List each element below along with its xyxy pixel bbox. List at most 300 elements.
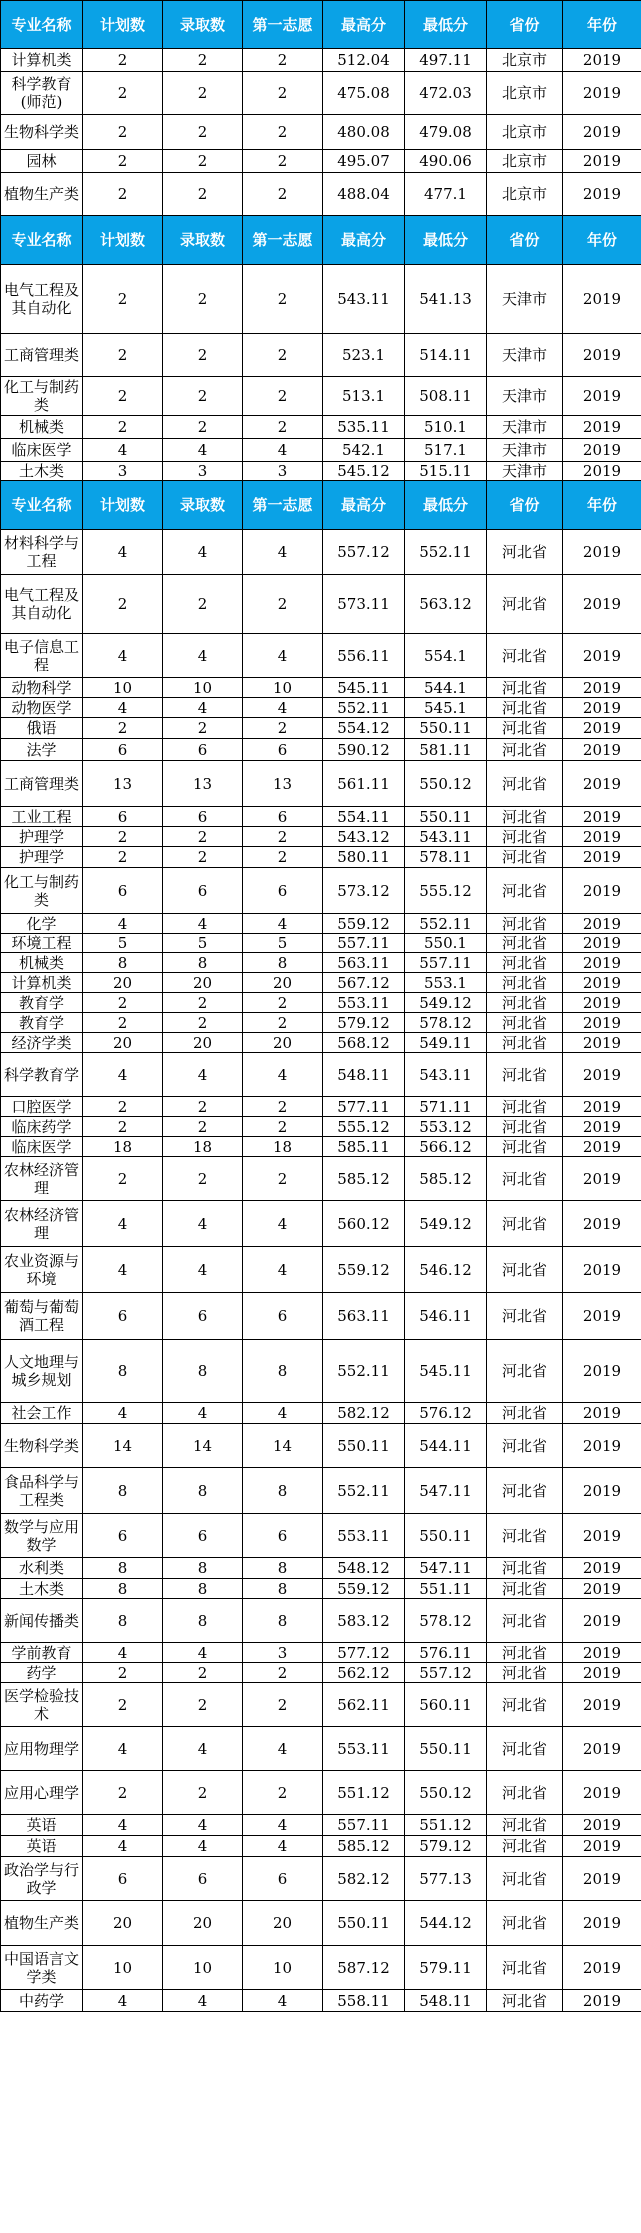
col-year-cell: 2019 bbox=[563, 1033, 641, 1053]
col-first-choice-cell: 2 bbox=[243, 1157, 323, 1201]
col-plan-cell: 2 bbox=[83, 1683, 163, 1727]
col-admitted-cell: 4 bbox=[163, 1247, 243, 1293]
col-admitted-cell: 8 bbox=[163, 1599, 243, 1643]
col-admitted-cell: 8 bbox=[163, 1558, 243, 1579]
col-province-cell: 河北省 bbox=[487, 1643, 563, 1663]
col-plan-cell: 2 bbox=[83, 1157, 163, 1201]
col-max-score-cell: 577.11 bbox=[323, 1097, 405, 1117]
col-first-choice-cell: 4 bbox=[243, 530, 323, 575]
col-year-cell: 2019 bbox=[563, 1663, 641, 1683]
col-max-score-cell: 573.12 bbox=[323, 868, 405, 914]
col-year-cell: 2019 bbox=[563, 993, 641, 1013]
col-year-cell: 2019 bbox=[563, 1340, 641, 1403]
table-row bbox=[1, 334, 641, 377]
col-first-choice-cell: 2 bbox=[243, 416, 323, 439]
col-min-score-cell: 490.06 bbox=[405, 150, 487, 173]
col-plan-cell: 8 bbox=[83, 1599, 163, 1643]
col-year-cell: 2019 bbox=[563, 973, 641, 993]
table-row bbox=[1, 953, 641, 973]
header-cell-admitted: 录取数 bbox=[163, 216, 243, 265]
header-cell-min-score: 最低分 bbox=[405, 481, 487, 530]
col-province-cell: 河北省 bbox=[487, 739, 563, 761]
col-max-score-cell: 545.12 bbox=[323, 462, 405, 481]
col-year-cell: 2019 bbox=[563, 1403, 641, 1424]
col-name-cell: 土木类 bbox=[1, 462, 83, 481]
col-province-cell: 河北省 bbox=[487, 993, 563, 1013]
col-plan-cell: 2 bbox=[83, 377, 163, 416]
col-min-score-cell: 550.11 bbox=[405, 1514, 487, 1558]
col-plan-cell: 10 bbox=[83, 1946, 163, 1990]
col-admitted-cell: 4 bbox=[163, 439, 243, 462]
header-cell-admitted: 录取数 bbox=[163, 1, 243, 49]
col-admitted-cell: 2 bbox=[163, 49, 243, 72]
col-name-cell: 人文地理与城乡规划 bbox=[1, 1340, 83, 1403]
col-first-choice-cell: 20 bbox=[243, 1033, 323, 1053]
header-cell-plan: 计划数 bbox=[83, 216, 163, 265]
col-plan-cell: 2 bbox=[83, 1663, 163, 1683]
col-name-cell: 土木类 bbox=[1, 1579, 83, 1599]
col-name-cell: 护理学 bbox=[1, 827, 83, 847]
col-admitted-cell: 2 bbox=[163, 575, 243, 634]
col-first-choice-cell: 8 bbox=[243, 1468, 323, 1514]
col-min-score-cell: 553.1 bbox=[405, 973, 487, 993]
col-first-choice-cell: 2 bbox=[243, 1097, 323, 1117]
col-province-cell: 河北省 bbox=[487, 1053, 563, 1097]
col-name-cell: 护理学 bbox=[1, 847, 83, 868]
col-name-cell: 社会工作 bbox=[1, 1403, 83, 1424]
col-admitted-cell: 2 bbox=[163, 377, 243, 416]
col-max-score-cell: 542.1 bbox=[323, 439, 405, 462]
col-min-score-cell: 551.11 bbox=[405, 1579, 487, 1599]
col-admitted-cell: 2 bbox=[163, 1157, 243, 1201]
col-min-score-cell: 557.11 bbox=[405, 953, 487, 973]
col-province-cell: 河北省 bbox=[487, 1157, 563, 1201]
col-name-cell: 学前教育 bbox=[1, 1643, 83, 1663]
col-admitted-cell: 8 bbox=[163, 1468, 243, 1514]
col-min-score-cell: 585.12 bbox=[405, 1157, 487, 1201]
col-year-cell: 2019 bbox=[563, 1514, 641, 1558]
col-max-score-cell: 551.12 bbox=[323, 1771, 405, 1815]
col-admitted-cell: 4 bbox=[163, 914, 243, 934]
col-max-score-cell: 559.12 bbox=[323, 1247, 405, 1293]
col-max-score-cell: 563.11 bbox=[323, 953, 405, 973]
col-max-score-cell: 585.12 bbox=[323, 1157, 405, 1201]
col-plan-cell: 2 bbox=[83, 173, 163, 216]
col-min-score-cell: 550.12 bbox=[405, 1771, 487, 1815]
col-admitted-cell: 2 bbox=[163, 72, 243, 115]
table-row bbox=[1, 1727, 641, 1771]
col-first-choice-cell: 3 bbox=[243, 1643, 323, 1663]
header-cell-year: 年份 bbox=[563, 1, 641, 49]
col-name-cell: 园林 bbox=[1, 150, 83, 173]
col-name-cell: 临床医学 bbox=[1, 1137, 83, 1157]
col-first-choice-cell: 8 bbox=[243, 1558, 323, 1579]
col-plan-cell: 4 bbox=[83, 634, 163, 678]
col-year-cell: 2019 bbox=[563, 1815, 641, 1836]
table-row bbox=[1, 1247, 641, 1293]
col-year-cell: 2019 bbox=[563, 934, 641, 953]
col-admitted-cell: 2 bbox=[163, 115, 243, 150]
col-admitted-cell: 4 bbox=[163, 1727, 243, 1771]
col-first-choice-cell: 5 bbox=[243, 934, 323, 953]
col-first-choice-cell: 2 bbox=[243, 575, 323, 634]
col-plan-cell: 4 bbox=[83, 1643, 163, 1663]
col-admitted-cell: 20 bbox=[163, 1901, 243, 1946]
col-year-cell: 2019 bbox=[563, 718, 641, 739]
col-first-choice-cell: 4 bbox=[243, 1053, 323, 1097]
col-name-cell: 英语 bbox=[1, 1836, 83, 1857]
col-name-cell: 法学 bbox=[1, 739, 83, 761]
col-name-cell: 植物生产类 bbox=[1, 1901, 83, 1946]
col-province-cell: 河北省 bbox=[487, 1013, 563, 1033]
col-min-score-cell: 576.12 bbox=[405, 1403, 487, 1424]
col-max-score-cell: 582.12 bbox=[323, 1403, 405, 1424]
col-admitted-cell: 2 bbox=[163, 827, 243, 847]
col-max-score-cell: 561.11 bbox=[323, 761, 405, 807]
col-max-score-cell: 535.11 bbox=[323, 416, 405, 439]
col-max-score-cell: 550.11 bbox=[323, 1424, 405, 1468]
col-min-score-cell: 576.11 bbox=[405, 1643, 487, 1663]
col-name-cell: 临床医学 bbox=[1, 439, 83, 462]
col-min-score-cell: 557.12 bbox=[405, 1663, 487, 1683]
col-min-score-cell: 552.11 bbox=[405, 914, 487, 934]
col-first-choice-cell: 2 bbox=[243, 49, 323, 72]
col-name-cell: 教育学 bbox=[1, 993, 83, 1013]
col-min-score-cell: 497.11 bbox=[405, 49, 487, 72]
col-max-score-cell: 558.11 bbox=[323, 1990, 405, 2012]
col-max-score-cell: 480.08 bbox=[323, 115, 405, 150]
col-max-score-cell: 555.12 bbox=[323, 1117, 405, 1137]
col-name-cell: 动物科学 bbox=[1, 678, 83, 698]
col-plan-cell: 4 bbox=[83, 1815, 163, 1836]
col-min-score-cell: 563.12 bbox=[405, 575, 487, 634]
col-max-score-cell: 559.12 bbox=[323, 914, 405, 934]
col-year-cell: 2019 bbox=[563, 416, 641, 439]
col-plan-cell: 6 bbox=[83, 1293, 163, 1340]
col-max-score-cell: 553.11 bbox=[323, 1514, 405, 1558]
col-plan-cell: 2 bbox=[83, 1097, 163, 1117]
col-first-choice-cell: 2 bbox=[243, 334, 323, 377]
col-first-choice-cell: 2 bbox=[243, 377, 323, 416]
col-admitted-cell: 6 bbox=[163, 1514, 243, 1558]
col-first-choice-cell: 4 bbox=[243, 1727, 323, 1771]
col-min-score-cell: 551.12 bbox=[405, 1815, 487, 1836]
col-min-score-cell: 477.1 bbox=[405, 173, 487, 216]
col-first-choice-cell: 14 bbox=[243, 1424, 323, 1468]
col-province-cell: 北京市 bbox=[487, 150, 563, 173]
table-row bbox=[1, 914, 641, 934]
col-province-cell: 河北省 bbox=[487, 807, 563, 827]
header-cell-max-score: 最高分 bbox=[323, 216, 405, 265]
col-province-cell: 河北省 bbox=[487, 1033, 563, 1053]
col-max-score-cell: 573.11 bbox=[323, 575, 405, 634]
col-min-score-cell: 541.13 bbox=[405, 265, 487, 334]
col-plan-cell: 13 bbox=[83, 761, 163, 807]
col-min-score-cell: 553.12 bbox=[405, 1117, 487, 1137]
col-admitted-cell: 6 bbox=[163, 868, 243, 914]
col-first-choice-cell: 20 bbox=[243, 973, 323, 993]
col-min-score-cell: 550.11 bbox=[405, 807, 487, 827]
col-max-score-cell: 523.1 bbox=[323, 334, 405, 377]
col-first-choice-cell: 20 bbox=[243, 1901, 323, 1946]
col-min-score-cell: 554.1 bbox=[405, 634, 487, 678]
col-first-choice-cell: 4 bbox=[243, 1836, 323, 1857]
table-row bbox=[1, 150, 641, 173]
col-year-cell: 2019 bbox=[563, 72, 641, 115]
col-first-choice-cell: 2 bbox=[243, 115, 323, 150]
table-row bbox=[1, 173, 641, 216]
table-row bbox=[1, 377, 641, 416]
col-plan-cell: 4 bbox=[83, 439, 163, 462]
col-max-score-cell: 590.12 bbox=[323, 739, 405, 761]
col-min-score-cell: 544.12 bbox=[405, 1901, 487, 1946]
table-row bbox=[1, 847, 641, 868]
col-min-score-cell: 472.03 bbox=[405, 72, 487, 115]
col-province-cell: 北京市 bbox=[487, 173, 563, 216]
col-province-cell: 河北省 bbox=[487, 1599, 563, 1643]
col-year-cell: 2019 bbox=[563, 1468, 641, 1514]
col-year-cell: 2019 bbox=[563, 1137, 641, 1157]
col-plan-cell: 4 bbox=[83, 1201, 163, 1247]
col-admitted-cell: 2 bbox=[163, 334, 243, 377]
col-admitted-cell: 3 bbox=[163, 462, 243, 481]
col-year-cell: 2019 bbox=[563, 150, 641, 173]
col-year-cell: 2019 bbox=[563, 377, 641, 416]
header-cell-admitted: 录取数 bbox=[163, 481, 243, 530]
col-min-score-cell: 578.12 bbox=[405, 1013, 487, 1033]
col-max-score-cell: 585.12 bbox=[323, 1836, 405, 1857]
col-admitted-cell: 2 bbox=[163, 265, 243, 334]
table-row bbox=[1, 868, 641, 914]
table-row bbox=[1, 1340, 641, 1403]
col-province-cell: 河北省 bbox=[487, 1097, 563, 1117]
col-plan-cell: 4 bbox=[83, 1053, 163, 1097]
col-max-score-cell: 548.11 bbox=[323, 1053, 405, 1097]
col-plan-cell: 6 bbox=[83, 739, 163, 761]
col-max-score-cell: 553.11 bbox=[323, 993, 405, 1013]
col-min-score-cell: 579.12 bbox=[405, 1836, 487, 1857]
col-min-score-cell: 517.1 bbox=[405, 439, 487, 462]
col-province-cell: 河北省 bbox=[487, 1663, 563, 1683]
col-plan-cell: 2 bbox=[83, 416, 163, 439]
header-cell-province: 省份 bbox=[487, 216, 563, 265]
col-first-choice-cell: 2 bbox=[243, 72, 323, 115]
col-year-cell: 2019 bbox=[563, 1157, 641, 1201]
header-cell-name: 专业名称 bbox=[1, 1, 83, 49]
col-min-score-cell: 555.12 bbox=[405, 868, 487, 914]
col-province-cell: 北京市 bbox=[487, 115, 563, 150]
col-name-cell: 化工与制药类 bbox=[1, 868, 83, 914]
col-admitted-cell: 2 bbox=[163, 847, 243, 868]
col-year-cell: 2019 bbox=[563, 1053, 641, 1097]
col-province-cell: 天津市 bbox=[487, 439, 563, 462]
col-province-cell: 河北省 bbox=[487, 1579, 563, 1599]
col-min-score-cell: 578.11 bbox=[405, 847, 487, 868]
col-first-choice-cell: 4 bbox=[243, 698, 323, 718]
table-row bbox=[1, 1599, 641, 1643]
col-max-score-cell: 577.12 bbox=[323, 1643, 405, 1663]
header-row bbox=[1, 216, 641, 265]
col-first-choice-cell: 8 bbox=[243, 1340, 323, 1403]
col-plan-cell: 4 bbox=[83, 1247, 163, 1293]
col-first-choice-cell: 4 bbox=[243, 1247, 323, 1293]
col-first-choice-cell: 2 bbox=[243, 1117, 323, 1137]
table-row bbox=[1, 718, 641, 739]
col-name-cell: 数学与应用数学 bbox=[1, 1514, 83, 1558]
col-name-cell: 电气工程及其自动化 bbox=[1, 575, 83, 634]
col-max-score-cell: 563.11 bbox=[323, 1293, 405, 1340]
col-min-score-cell: 545.1 bbox=[405, 698, 487, 718]
col-year-cell: 2019 bbox=[563, 1990, 641, 2012]
col-admitted-cell: 20 bbox=[163, 1033, 243, 1053]
col-max-score-cell: 552.11 bbox=[323, 1468, 405, 1514]
col-year-cell: 2019 bbox=[563, 1424, 641, 1468]
col-plan-cell: 4 bbox=[83, 1403, 163, 1424]
col-min-score-cell: 571.11 bbox=[405, 1097, 487, 1117]
col-max-score-cell: 512.04 bbox=[323, 49, 405, 72]
table-row bbox=[1, 1946, 641, 1990]
col-max-score-cell: 543.12 bbox=[323, 827, 405, 847]
col-max-score-cell: 552.11 bbox=[323, 1340, 405, 1403]
col-name-cell: 计算机类 bbox=[1, 973, 83, 993]
col-plan-cell: 4 bbox=[83, 1836, 163, 1857]
col-admitted-cell: 4 bbox=[163, 1201, 243, 1247]
col-plan-cell: 6 bbox=[83, 1857, 163, 1901]
col-min-score-cell: 510.1 bbox=[405, 416, 487, 439]
col-max-score-cell: 554.12 bbox=[323, 718, 405, 739]
col-min-score-cell: 578.12 bbox=[405, 1599, 487, 1643]
col-plan-cell: 4 bbox=[83, 1727, 163, 1771]
col-name-cell: 农林经济管理 bbox=[1, 1201, 83, 1247]
col-name-cell: 机械类 bbox=[1, 416, 83, 439]
col-province-cell: 河北省 bbox=[487, 1247, 563, 1293]
header-cell-name: 专业名称 bbox=[1, 216, 83, 265]
col-year-cell: 2019 bbox=[563, 678, 641, 698]
col-min-score-cell: 544.11 bbox=[405, 1424, 487, 1468]
col-province-cell: 河北省 bbox=[487, 953, 563, 973]
col-name-cell: 英语 bbox=[1, 1815, 83, 1836]
table-row bbox=[1, 575, 641, 634]
table-row bbox=[1, 634, 641, 678]
header-cell-name: 专业名称 bbox=[1, 481, 83, 530]
col-name-cell: 生物科学类 bbox=[1, 1424, 83, 1468]
col-year-cell: 2019 bbox=[563, 761, 641, 807]
col-min-score-cell: 579.11 bbox=[405, 1946, 487, 1990]
col-name-cell: 化工与制药类 bbox=[1, 377, 83, 416]
col-min-score-cell: 545.11 bbox=[405, 1340, 487, 1403]
col-first-choice-cell: 4 bbox=[243, 1403, 323, 1424]
col-year-cell: 2019 bbox=[563, 1727, 641, 1771]
col-province-cell: 天津市 bbox=[487, 265, 563, 334]
col-plan-cell: 20 bbox=[83, 1033, 163, 1053]
col-min-score-cell: 566.12 bbox=[405, 1137, 487, 1157]
col-max-score-cell: 582.12 bbox=[323, 1857, 405, 1901]
col-admitted-cell: 6 bbox=[163, 1857, 243, 1901]
col-plan-cell: 2 bbox=[83, 1013, 163, 1033]
col-max-score-cell: 475.08 bbox=[323, 72, 405, 115]
col-admitted-cell: 5 bbox=[163, 934, 243, 953]
col-first-choice-cell: 2 bbox=[243, 718, 323, 739]
col-year-cell: 2019 bbox=[563, 807, 641, 827]
col-first-choice-cell: 2 bbox=[243, 265, 323, 334]
col-min-score-cell: 547.11 bbox=[405, 1558, 487, 1579]
col-name-cell: 经济学类 bbox=[1, 1033, 83, 1053]
col-first-choice-cell: 8 bbox=[243, 1579, 323, 1599]
col-first-choice-cell: 6 bbox=[243, 1857, 323, 1901]
col-max-score-cell: 567.12 bbox=[323, 973, 405, 993]
col-admitted-cell: 8 bbox=[163, 1579, 243, 1599]
col-admitted-cell: 2 bbox=[163, 1097, 243, 1117]
col-name-cell: 中国语言文学类 bbox=[1, 1946, 83, 1990]
col-min-score-cell: 552.11 bbox=[405, 530, 487, 575]
col-province-cell: 河北省 bbox=[487, 1424, 563, 1468]
col-province-cell: 河北省 bbox=[487, 1514, 563, 1558]
col-plan-cell: 2 bbox=[83, 265, 163, 334]
col-admitted-cell: 2 bbox=[163, 1663, 243, 1683]
col-max-score-cell: 550.11 bbox=[323, 1901, 405, 1946]
col-year-cell: 2019 bbox=[563, 827, 641, 847]
col-province-cell: 河北省 bbox=[487, 1340, 563, 1403]
col-province-cell: 河北省 bbox=[487, 1771, 563, 1815]
col-first-choice-cell: 3 bbox=[243, 462, 323, 481]
col-province-cell: 河北省 bbox=[487, 1990, 563, 2012]
col-year-cell: 2019 bbox=[563, 1579, 641, 1599]
col-year-cell: 2019 bbox=[563, 265, 641, 334]
col-first-choice-cell: 2 bbox=[243, 993, 323, 1013]
col-year-cell: 2019 bbox=[563, 1857, 641, 1901]
col-province-cell: 河北省 bbox=[487, 1293, 563, 1340]
col-province-cell: 天津市 bbox=[487, 416, 563, 439]
col-year-cell: 2019 bbox=[563, 462, 641, 481]
col-max-score-cell: 543.11 bbox=[323, 265, 405, 334]
table-row bbox=[1, 530, 641, 575]
col-year-cell: 2019 bbox=[563, 1946, 641, 1990]
col-min-score-cell: 546.12 bbox=[405, 1247, 487, 1293]
col-min-score-cell: 548.11 bbox=[405, 1990, 487, 2012]
col-year-cell: 2019 bbox=[563, 698, 641, 718]
col-min-score-cell: 546.11 bbox=[405, 1293, 487, 1340]
col-year-cell: 2019 bbox=[563, 334, 641, 377]
col-name-cell: 科学教育(师范) bbox=[1, 72, 83, 115]
col-year-cell: 2019 bbox=[563, 1247, 641, 1293]
table-row bbox=[1, 1097, 641, 1117]
col-name-cell: 新闻传播类 bbox=[1, 1599, 83, 1643]
table-row bbox=[1, 462, 641, 481]
col-province-cell: 河北省 bbox=[487, 530, 563, 575]
col-name-cell: 俄语 bbox=[1, 718, 83, 739]
table-row bbox=[1, 1117, 641, 1137]
col-plan-cell: 8 bbox=[83, 953, 163, 973]
col-plan-cell: 5 bbox=[83, 934, 163, 953]
col-name-cell: 环境工程 bbox=[1, 934, 83, 953]
col-year-cell: 2019 bbox=[563, 1683, 641, 1727]
col-name-cell: 农业资源与环境 bbox=[1, 1247, 83, 1293]
col-year-cell: 2019 bbox=[563, 634, 641, 678]
col-admitted-cell: 4 bbox=[163, 1403, 243, 1424]
col-name-cell: 科学教育学 bbox=[1, 1053, 83, 1097]
col-admitted-cell: 2 bbox=[163, 718, 243, 739]
col-max-score-cell: 556.11 bbox=[323, 634, 405, 678]
header-row bbox=[1, 1, 641, 49]
table-row bbox=[1, 1683, 641, 1727]
header-cell-min-score: 最低分 bbox=[405, 1, 487, 49]
col-year-cell: 2019 bbox=[563, 1558, 641, 1579]
col-min-score-cell: 514.11 bbox=[405, 334, 487, 377]
col-min-score-cell: 543.11 bbox=[405, 1053, 487, 1097]
header-cell-first-choice: 第一志愿 bbox=[243, 216, 323, 265]
col-name-cell: 工业工程 bbox=[1, 807, 83, 827]
col-plan-cell: 8 bbox=[83, 1468, 163, 1514]
